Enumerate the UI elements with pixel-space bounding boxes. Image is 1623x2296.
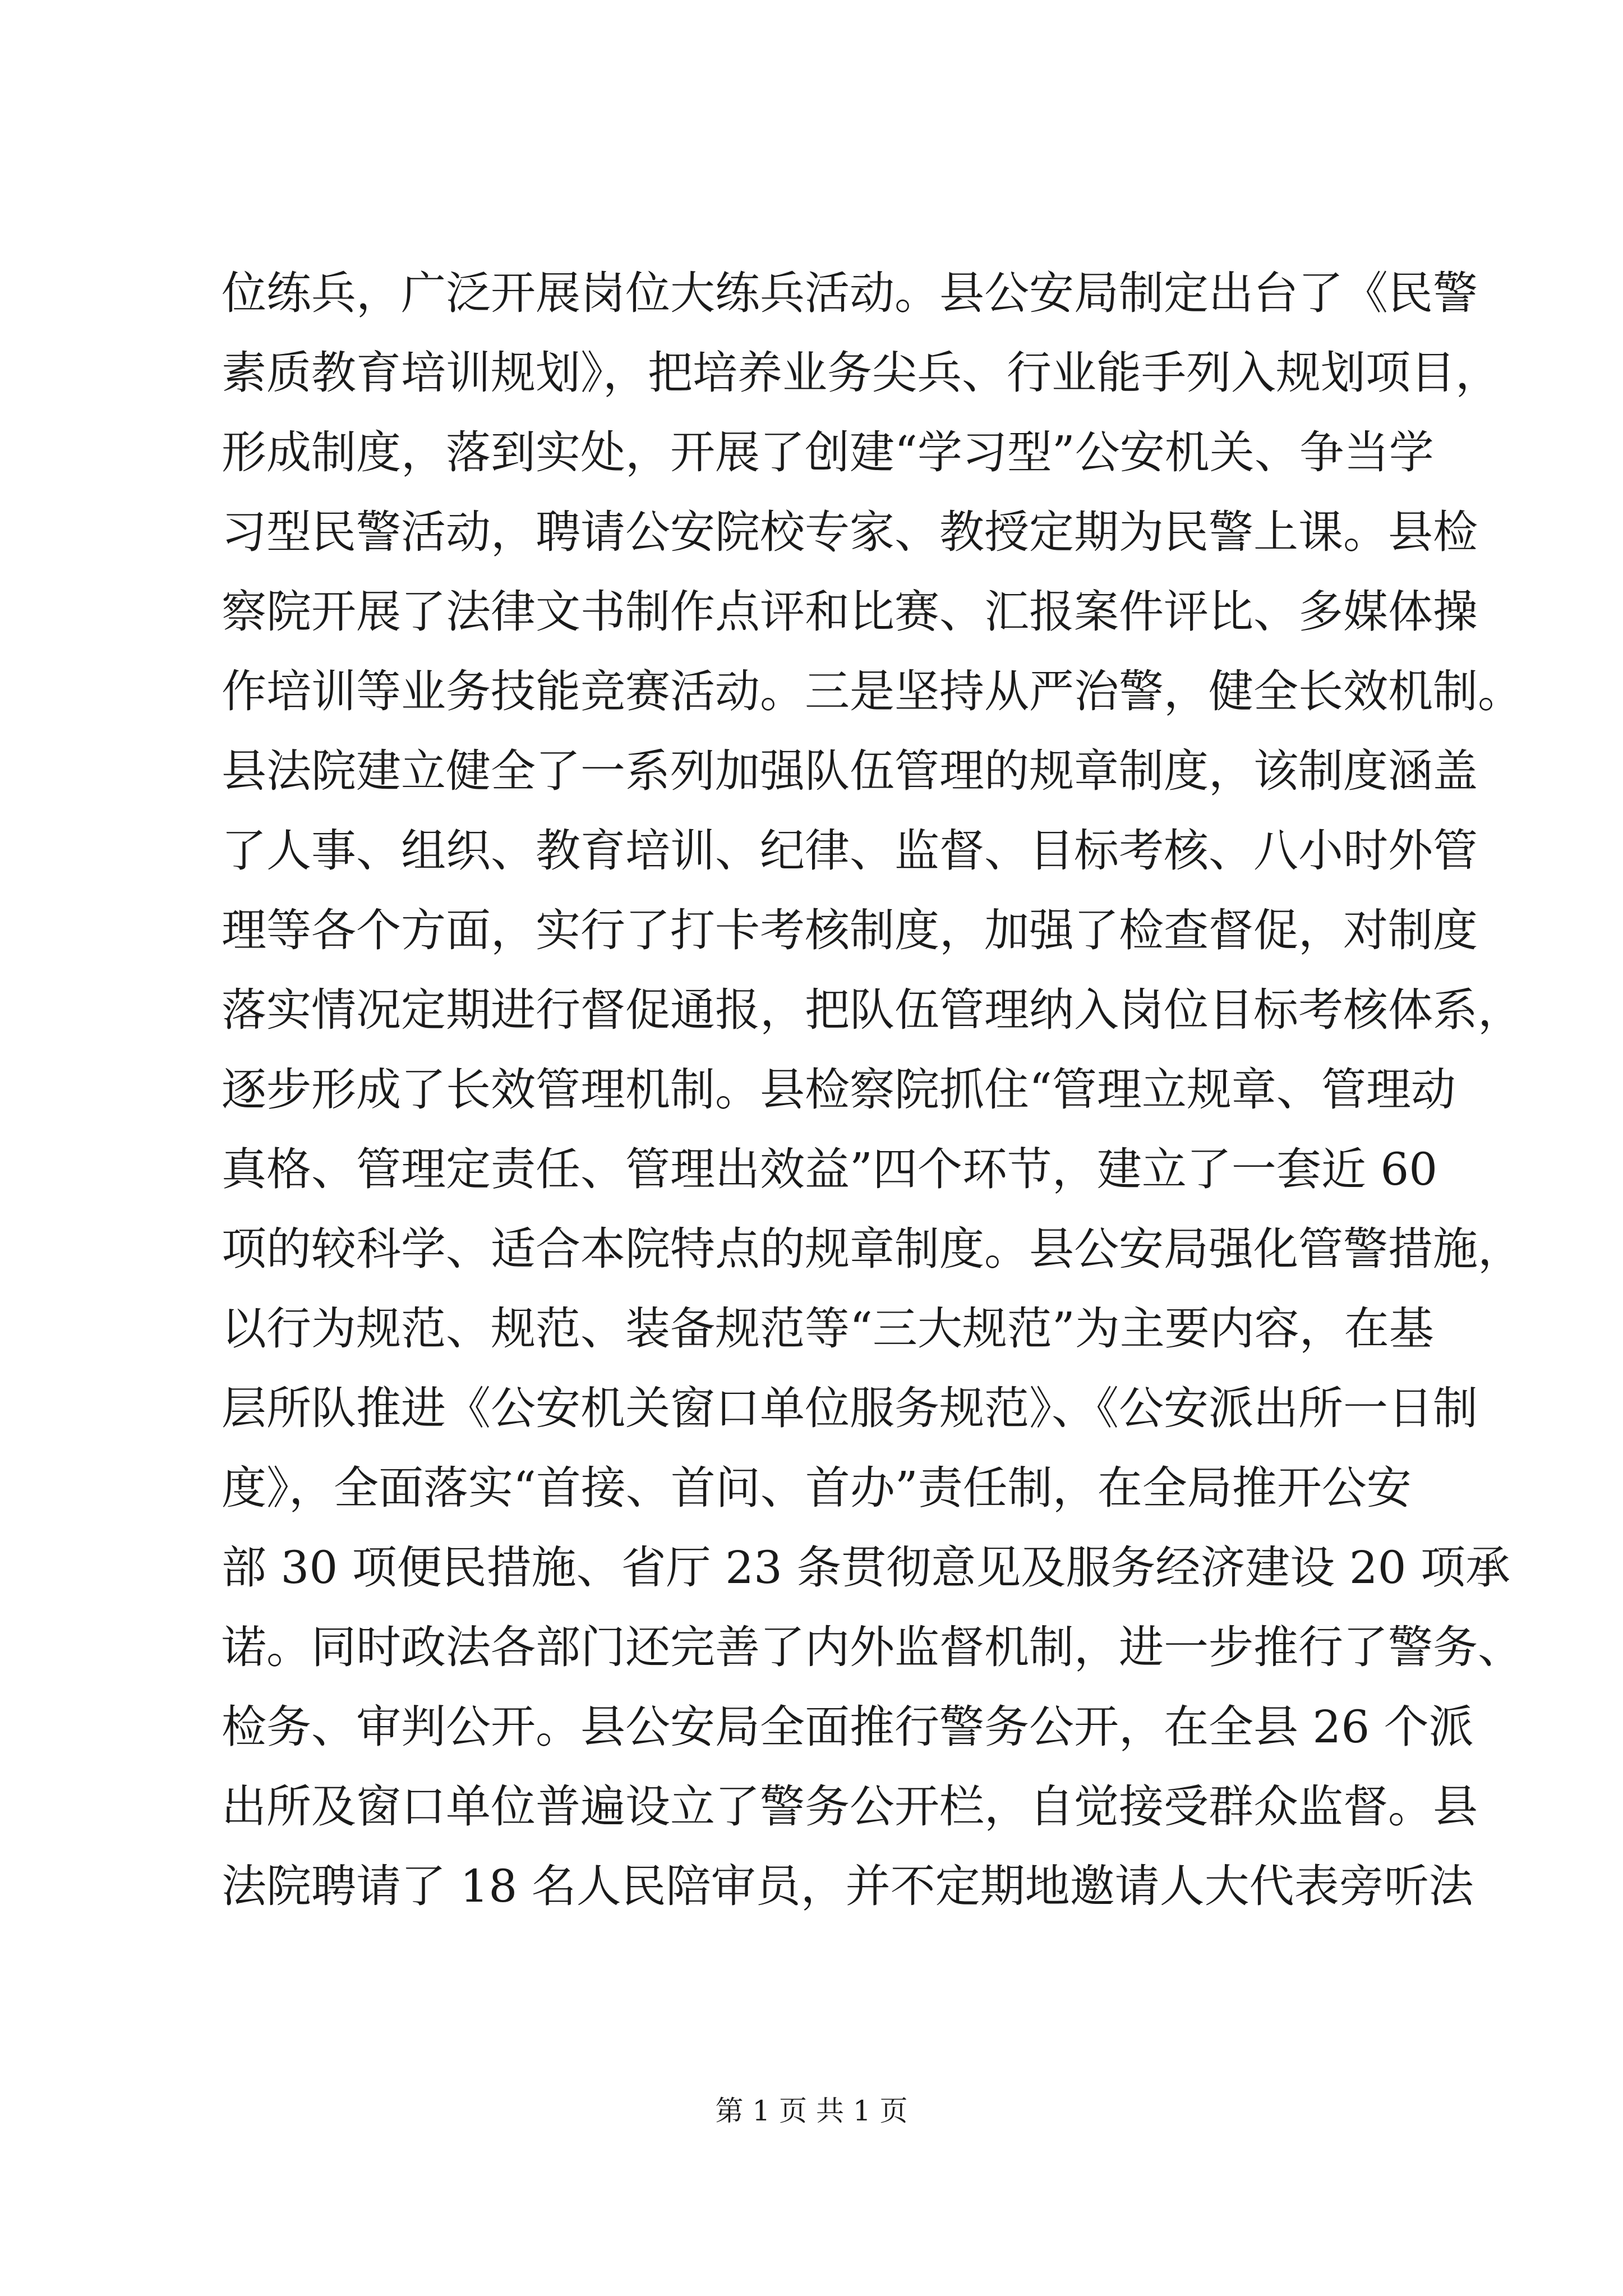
text-line: 度》，全面落实“首接、首问、首办”责任制，在全局推开公安 — [222, 1462, 1412, 1514]
text-line: 落实情况定期进行督促通报，把队伍管理纳入岗位目标考核体系， — [222, 984, 1523, 1036]
text-line: 诺。同时政法各部门还完善了内外监督机制，进一步推行了警务、 — [222, 1621, 1523, 1673]
body-text — [222, 254, 1523, 1926]
text-line: 了人事、组织、教育培训、纪律、监督、目标考核、八小时外管 — [222, 825, 1478, 877]
text-line: 察院开展了法律文书制作点评和比赛、汇报案件评比、多媒体操 — [222, 586, 1478, 638]
text-line: 检务、审判公开。县公安局全面推行警务公开，在全县 26 个派 — [222, 1701, 1474, 1753]
text-line: 层所队推进《公安机关窗口单位服务规范》、《公安派出所一日制 — [222, 1382, 1478, 1434]
text-line: 位练兵，广泛开展岗位大练兵活动。县公安局制定出台了《民警 — [222, 267, 1478, 319]
text-line: 形成制度，落到实处，开展了创建“学习型”公安机关、争当学 — [222, 426, 1434, 478]
text-line: 素质教育培训规划》，把培养业务尖兵、行业能手列入规划项目， — [222, 347, 1500, 399]
text-line: 以行为规范、规范、装备规范等“三大规范”为主要内容，在基 — [222, 1303, 1434, 1355]
text-line: 法院聘请了 18 名人民陪审员，并不定期地邀请人大代表旁听法 — [222, 1860, 1474, 1912]
page-footer: 第 1 页 共 1 页 — [715, 2095, 908, 2127]
text-line: 县法院建立健全了一系列加强队伍管理的规章制度，该制度涵盖 — [222, 745, 1478, 797]
text-line: 真格、管理定责任、管理出效益”四个环节，建立了一套近 60 — [222, 1143, 1438, 1195]
text-line: 习型民警活动，聘请公安院校专家、教授定期为民警上课。县检 — [222, 506, 1478, 558]
text-line: 逐步形成了长效管理机制。县检察院抓住“管理立规章、管理动 — [222, 1064, 1456, 1116]
text-line: 出所及窗口单位普遍设立了警务公开栏，自觉接受群众监督。县 — [222, 1780, 1478, 1833]
text-line: 项的较科学、适合本院特点的规章制度。县公安局强化管警措施， — [222, 1223, 1523, 1275]
text-line: 理等各个方面，实行了打卡考核制度，加强了检查督促，对制度 — [222, 904, 1478, 956]
text-line: 作培训等业务技能竞赛活动。三是坚持从严治警，健全长效机制。 — [222, 665, 1523, 717]
text-line: 部 30 项便民措施、省厅 23 条贯彻意见及服务经济建设 20 项承 — [222, 1542, 1510, 1594]
